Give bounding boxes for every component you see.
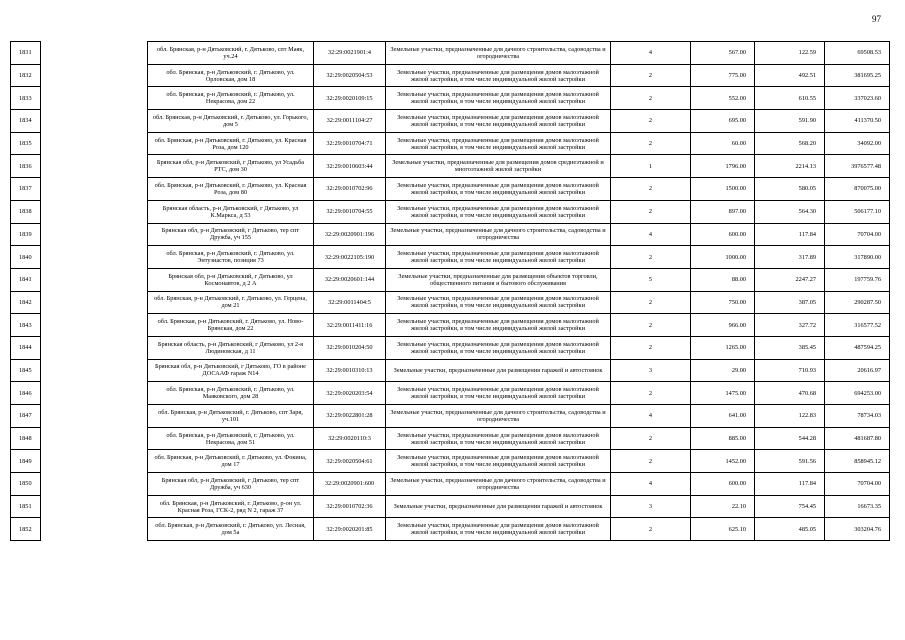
- cadastral-number-cell: 32:29:0010603:44: [314, 155, 386, 178]
- group-cell: 5: [611, 268, 691, 291]
- row-number: 1836: [11, 155, 41, 178]
- table-row: [11, 155, 890, 178]
- table-row: [11, 518, 890, 541]
- row-number: 1850: [11, 473, 41, 496]
- row-number: 1833: [11, 87, 41, 110]
- cadastral-number-cell: 32:29:0011411:16: [314, 314, 386, 337]
- row-number: 1848: [11, 427, 41, 450]
- row-spacer: [41, 110, 148, 133]
- land-use-cell: Земельные участки, предназначенные для размещения домов малоэтажной жилой застройки, в том числе индивидуальной жилой застройки: [386, 132, 611, 155]
- group-cell: 2: [611, 110, 691, 133]
- land-use-cell: Земельные участки, предназначенные для размещения домов малоэтажной жилой застройки, в том числе индивидуальной жилой застройки: [386, 178, 611, 201]
- row-spacer: [41, 314, 148, 337]
- address-cell: обл. Брянская, р-н Дятьковский, г. Дятьково, ул. Красная Роза, дом 120: [148, 132, 314, 155]
- specific-value-cell: 564.30: [755, 200, 825, 223]
- cadastral-number-cell: 32:29:0011104:27: [314, 110, 386, 133]
- area-cell: 966.00: [691, 314, 755, 337]
- row-number: 1838: [11, 200, 41, 223]
- address-cell: Брянская обл, р-н Дятьковский, г Дятьково, ГО в районе ДОСААФ гараж N14: [148, 359, 314, 382]
- land-use-cell: Земельные участки, предназначенные для размещения домов малоэтажной жилой застройки, в том числе индивидуальной жилой застройки: [386, 87, 611, 110]
- row-number: 1842: [11, 291, 41, 314]
- group-cell: 2: [611, 314, 691, 337]
- cadastral-number-cell: 32:29:0020901:600: [314, 473, 386, 496]
- cadastral-value-table: [10, 41, 890, 541]
- area-cell: 641.00: [691, 405, 755, 428]
- row-spacer: [41, 427, 148, 450]
- table-row: [11, 495, 890, 518]
- group-cell: 1: [611, 155, 691, 178]
- row-number: 1841: [11, 268, 41, 291]
- row-number: 1832: [11, 64, 41, 87]
- area-cell: 22.10: [691, 495, 755, 518]
- address-cell: Брянская обл, р-н Дятьковский, г Дятьково, тер спт Дружба, уч 155: [148, 223, 314, 246]
- row-spacer: [41, 359, 148, 382]
- table-row: [11, 42, 890, 65]
- cadastral-number-cell: 32:29:0020601:144: [314, 268, 386, 291]
- cadastral-number-cell: 32:29:0020504:61: [314, 450, 386, 473]
- row-spacer: [41, 87, 148, 110]
- specific-value-cell: 580.05: [755, 178, 825, 201]
- group-cell: 4: [611, 405, 691, 428]
- cadastral-value-cell: 381695.25: [825, 64, 890, 87]
- cadastral-value-cell: 411370.50: [825, 110, 890, 133]
- area-cell: 1000.00: [691, 246, 755, 269]
- page-number: 97: [872, 14, 881, 24]
- group-cell: 2: [611, 64, 691, 87]
- cadastral-value-cell: 78734.03: [825, 405, 890, 428]
- cadastral-value-cell: 487594.25: [825, 336, 890, 359]
- land-use-cell: Земельные участки, предназначенные для размещения домов малоэтажной жилой застройки, в том числе индивидуальной жилой застройки: [386, 200, 611, 223]
- group-cell: 4: [611, 223, 691, 246]
- address-cell: Брянская обл, р-н Дятьковский, г Дятьково, тер спт Дружба, уч 630: [148, 473, 314, 496]
- cadastral-number-cell: 32:29:0010310:13: [314, 359, 386, 382]
- cadastral-value-cell: 69508.53: [825, 42, 890, 65]
- row-number: 1847: [11, 405, 41, 428]
- specific-value-cell: 327.72: [755, 314, 825, 337]
- address-cell: обл. Брянская, р-н Дятьковский, г. Дятьково, ул. Некрасова, дом 22: [148, 87, 314, 110]
- row-spacer: [41, 495, 148, 518]
- cadastral-value-cell: 34092.00: [825, 132, 890, 155]
- row-number: 1844: [11, 336, 41, 359]
- cadastral-number-cell: 32:29:0020109:15: [314, 87, 386, 110]
- area-cell: 1265.00: [691, 336, 755, 359]
- area-cell: 600.00: [691, 223, 755, 246]
- group-cell: 2: [611, 246, 691, 269]
- cadastral-value-cell: 303204.76: [825, 518, 890, 541]
- cadastral-number-cell: 32:29:0020203:54: [314, 382, 386, 405]
- area-cell: 775.00: [691, 64, 755, 87]
- specific-value-cell: 122.59: [755, 42, 825, 65]
- table-row: [11, 178, 890, 201]
- row-spacer: [41, 42, 148, 65]
- area-cell: 1452.00: [691, 450, 755, 473]
- address-cell: Брянская область, р-н Дятьковский, г Дятьково, ул 2-я Людиновская, д 11: [148, 336, 314, 359]
- row-spacer: [41, 132, 148, 155]
- group-cell: 3: [611, 495, 691, 518]
- address-cell: обл. Брянская, р-н Дятьковский, г. Дятьково, ул. Орловская, дом 18: [148, 64, 314, 87]
- specific-value-cell: 387.05: [755, 291, 825, 314]
- group-cell: 2: [611, 336, 691, 359]
- land-use-cell: Земельные участки, предназначенные для размещения домов малоэтажной жилой застройки, в том числе индивидуальной жилой застройки: [386, 291, 611, 314]
- specific-value-cell: 591.90: [755, 110, 825, 133]
- specific-value-cell: 2247.27: [755, 268, 825, 291]
- specific-value-cell: 485.05: [755, 518, 825, 541]
- row-spacer: [41, 291, 148, 314]
- row-number: 1846: [11, 382, 41, 405]
- row-spacer: [41, 223, 148, 246]
- cadastral-value-cell: 506177.10: [825, 200, 890, 223]
- area-cell: 567.00: [691, 42, 755, 65]
- table-row: [11, 268, 890, 291]
- cadastral-value-cell: 481687.80: [825, 427, 890, 450]
- land-use-cell: Земельные участки, предназначенные для размещения домов малоэтажной жилой застройки, в том числе индивидуальной жилой застройки: [386, 110, 611, 133]
- address-cell: обл. Брянская, р-н Дятьковский, г. Дятьково, ул. Маяковского, дом 28: [148, 382, 314, 405]
- row-number: 1831: [11, 42, 41, 65]
- row-spacer: [41, 155, 148, 178]
- table-row: [11, 382, 890, 405]
- row-number: 1852: [11, 518, 41, 541]
- table-row: [11, 110, 890, 133]
- row-number: 1835: [11, 132, 41, 155]
- specific-value-cell: 117.84: [755, 473, 825, 496]
- area-cell: 625.10: [691, 518, 755, 541]
- table-row: [11, 132, 890, 155]
- cadastral-number-cell: 32:29:0022105:190: [314, 246, 386, 269]
- land-use-cell: Земельные участки, предназначенные для размещения домов малоэтажной жилой застройки, в том числе индивидуальной жилой застройки: [386, 518, 611, 541]
- group-cell: 4: [611, 473, 691, 496]
- area-cell: 1475.00: [691, 382, 755, 405]
- group-cell: 2: [611, 427, 691, 450]
- group-cell: 2: [611, 132, 691, 155]
- specific-value-cell: 610.55: [755, 87, 825, 110]
- land-use-cell: Земельные участки, предназначенные для размещения домов малоэтажной жилой застройки, в том числе индивидуальной жилой застройки: [386, 64, 611, 87]
- area-cell: 695.00: [691, 110, 755, 133]
- address-cell: обл. Брянская, р-н Дятьковский, г. Дятьково, ул. Горького, дом 5: [148, 110, 314, 133]
- specific-value-cell: 492.51: [755, 64, 825, 87]
- specific-value-cell: 117.84: [755, 223, 825, 246]
- specific-value-cell: 317.89: [755, 246, 825, 269]
- table-row: [11, 200, 890, 223]
- table-row: [11, 223, 890, 246]
- table-row: [11, 473, 890, 496]
- row-number: 1839: [11, 223, 41, 246]
- land-use-cell: Земельные участки, предназначенные для дачного строительства, садоводства и огородничества: [386, 223, 611, 246]
- specific-value-cell: 591.56: [755, 450, 825, 473]
- area-cell: 897.00: [691, 200, 755, 223]
- cadastral-value-cell: 197759.76: [825, 268, 890, 291]
- land-use-cell: Земельные участки, предназначенные для размещения гаражей и автостоянок: [386, 495, 611, 518]
- cadastral-number-cell: 32:29:0020201:85: [314, 518, 386, 541]
- address-cell: Брянская область, р-н Дятьковский, г Дятьково, ул К.Маркса, д 53: [148, 200, 314, 223]
- land-use-cell: Земельные участки, предназначенные для размещения домов среднеэтажной и многоэтажной жилой застройки: [386, 155, 611, 178]
- cadastral-number-cell: 32:29:0010204:50: [314, 336, 386, 359]
- group-cell: 4: [611, 42, 691, 65]
- land-use-cell: Земельные участки, предназначенные для дачного строительства, садоводства и огородничества: [386, 405, 611, 428]
- specific-value-cell: 470.68: [755, 382, 825, 405]
- group-cell: 2: [611, 450, 691, 473]
- address-cell: обл. Брянская, р-н Дятьковский, г. Дятьково, спт Заря, уч.101: [148, 405, 314, 428]
- cadastral-number-cell: 32:29:0011404:5: [314, 291, 386, 314]
- group-cell: 2: [611, 382, 691, 405]
- row-spacer: [41, 473, 148, 496]
- group-cell: 2: [611, 291, 691, 314]
- cadastral-number-cell: 32:29:0020504:53: [314, 64, 386, 87]
- specific-value-cell: 568.20: [755, 132, 825, 155]
- cadastral-value-cell: 317890.00: [825, 246, 890, 269]
- specific-value-cell: 754.45: [755, 495, 825, 518]
- row-spacer: [41, 450, 148, 473]
- cadastral-value-cell: 20616.97: [825, 359, 890, 382]
- specific-value-cell: 710.93: [755, 359, 825, 382]
- group-cell: 2: [611, 178, 691, 201]
- address-cell: обл. Брянская, р-н Дятьковский, г. Дятьково, ул. Герцена, дом 21: [148, 291, 314, 314]
- cadastral-value-cell: 70704.00: [825, 473, 890, 496]
- row-spacer: [41, 518, 148, 541]
- row-spacer: [41, 246, 148, 269]
- table-row: [11, 314, 890, 337]
- table-row: [11, 427, 890, 450]
- row-spacer: [41, 382, 148, 405]
- land-use-cell: Земельные участки, предназначенные для дачного строительства, садоводства и огородничества: [386, 42, 611, 65]
- address-cell: обл. Брянская, р-н Дятьковский, г. Дятьково, ул. Ново-Брянская, дом 22: [148, 314, 314, 337]
- cadastral-value-cell: 316577.52: [825, 314, 890, 337]
- cadastral-value-cell: 3976577.48: [825, 155, 890, 178]
- row-spacer: [41, 200, 148, 223]
- cadastral-number-cell: 32:29:0020110:3: [314, 427, 386, 450]
- specific-value-cell: 2214.13: [755, 155, 825, 178]
- address-cell: обл. Брянская, р-н Дятьковский, г. Дятьково, р-он ул. Красная Роза, ГСК-2, ряд N 2, гараж 37: [148, 495, 314, 518]
- group-cell: 3: [611, 359, 691, 382]
- row-number: 1840: [11, 246, 41, 269]
- land-use-cell: Земельные участки, предназначенные для размещения домов малоэтажной жилой застройки, в том числе индивидуальной жилой застройки: [386, 382, 611, 405]
- table-row: [11, 359, 890, 382]
- land-use-cell: Земельные участки, предназначенные для размещения гаражей и автостоянок: [386, 359, 611, 382]
- land-use-cell: Земельные участки, предназначенные для дачного строительства, садоводства и огородничества: [386, 473, 611, 496]
- cadastral-value-cell: 290287.50: [825, 291, 890, 314]
- cadastral-value-cell: 16673.35: [825, 495, 890, 518]
- group-cell: 2: [611, 200, 691, 223]
- area-cell: 60.00: [691, 132, 755, 155]
- land-use-cell: Земельные участки, предназначенные для размещения домов малоэтажной жилой застройки, в том числе индивидуальной жилой застройки: [386, 314, 611, 337]
- address-cell: обл. Брянская, р-н Дятьковский, г. Дятьково, ул. Лесная, дом 5а: [148, 518, 314, 541]
- cadastral-value-cell: 694253.00: [825, 382, 890, 405]
- cadastral-value-cell: 337023.60: [825, 87, 890, 110]
- address-cell: обл. Брянская, р-н Дятьковский, г. Дятьково, ул. Некрасова, дом 51: [148, 427, 314, 450]
- row-number: 1843: [11, 314, 41, 337]
- table-row: [11, 450, 890, 473]
- address-cell: обл. Брянская, р-н Дятьковский, г. Дятьково, ул. Фокина, дом 17: [148, 450, 314, 473]
- row-spacer: [41, 405, 148, 428]
- area-cell: 600.00: [691, 473, 755, 496]
- cadastral-number-cell: 32:29:0020901:196: [314, 223, 386, 246]
- group-cell: 2: [611, 87, 691, 110]
- row-spacer: [41, 178, 148, 201]
- cadastral-number-cell: 32:29:0010702:96: [314, 178, 386, 201]
- table-row: [11, 64, 890, 87]
- cadastral-number-cell: 32:29:0010704:55: [314, 200, 386, 223]
- row-spacer: [41, 268, 148, 291]
- row-number: 1845: [11, 359, 41, 382]
- row-number: 1837: [11, 178, 41, 201]
- cadastral-value-cell: 70704.00: [825, 223, 890, 246]
- cadastral-number-cell: 32:29:0010702:36: [314, 495, 386, 518]
- cadastral-number-cell: 32:29:0022801:28: [314, 405, 386, 428]
- land-use-cell: Земельные участки, предназначенные для размещения домов малоэтажной жилой застройки, в том числе индивидуальной жилой застройки: [386, 336, 611, 359]
- group-cell: 2: [611, 518, 691, 541]
- specific-value-cell: 544.28: [755, 427, 825, 450]
- address-cell: обл. Брянская, р-н Дятьковский, г. Дятьково, ул. Энтузиастов, позиция 73: [148, 246, 314, 269]
- table-row: [11, 336, 890, 359]
- address-cell: обл. Брянская, р-н Дятьковский, г. Дятьково, спт Маяк, уч.24: [148, 42, 314, 65]
- area-cell: 552.00: [691, 87, 755, 110]
- area-cell: 88.00: [691, 268, 755, 291]
- area-cell: 750.00: [691, 291, 755, 314]
- table-row: [11, 291, 890, 314]
- row-spacer: [41, 64, 148, 87]
- area-cell: 1500.00: [691, 178, 755, 201]
- land-use-cell: Земельные участки, предназначенные для размещения домов малоэтажной жилой застройки, в том числе индивидуальной жилой застройки: [386, 450, 611, 473]
- table-row: [11, 246, 890, 269]
- row-number: 1834: [11, 110, 41, 133]
- cadastral-value-cell: 870075.00: [825, 178, 890, 201]
- land-use-cell: Земельные участки, предназначенные для размещения домов малоэтажной жилой застройки, в том числе индивидуальной жилой застройки: [386, 246, 611, 269]
- row-number: 1849: [11, 450, 41, 473]
- area-cell: 1796.00: [691, 155, 755, 178]
- cadastral-number-cell: 32:29:0010704:71: [314, 132, 386, 155]
- land-use-cell: Земельные участки, предназначенные для размещения объектов торговли, общественного питания и бытового обслуживания: [386, 268, 611, 291]
- cadastral-number-cell: 32:29:0021901:4: [314, 42, 386, 65]
- specific-value-cell: 122.83: [755, 405, 825, 428]
- cadastral-value-cell: 858945.12: [825, 450, 890, 473]
- table-row: [11, 87, 890, 110]
- row-spacer: [41, 336, 148, 359]
- address-cell: Брянская обл, р-н Дятьковский, г Дятьково, ул Усадьба РТС, дом 30: [148, 155, 314, 178]
- address-cell: обл. Брянская, р-н Дятьковский, г. Дятьково, ул. Красная Роза, дом 80: [148, 178, 314, 201]
- area-cell: 885.00: [691, 427, 755, 450]
- specific-value-cell: 385.45: [755, 336, 825, 359]
- address-cell: Брянская обл, р-н Дятьковский, г Дятьково, ул Космонавтов, д 2 А: [148, 268, 314, 291]
- row-number: 1851: [11, 495, 41, 518]
- area-cell: 29.00: [691, 359, 755, 382]
- land-use-cell: Земельные участки, предназначенные для размещения домов малоэтажной жилой застройки, в том числе индивидуальной жилой застройки: [386, 427, 611, 450]
- table-row: [11, 405, 890, 428]
